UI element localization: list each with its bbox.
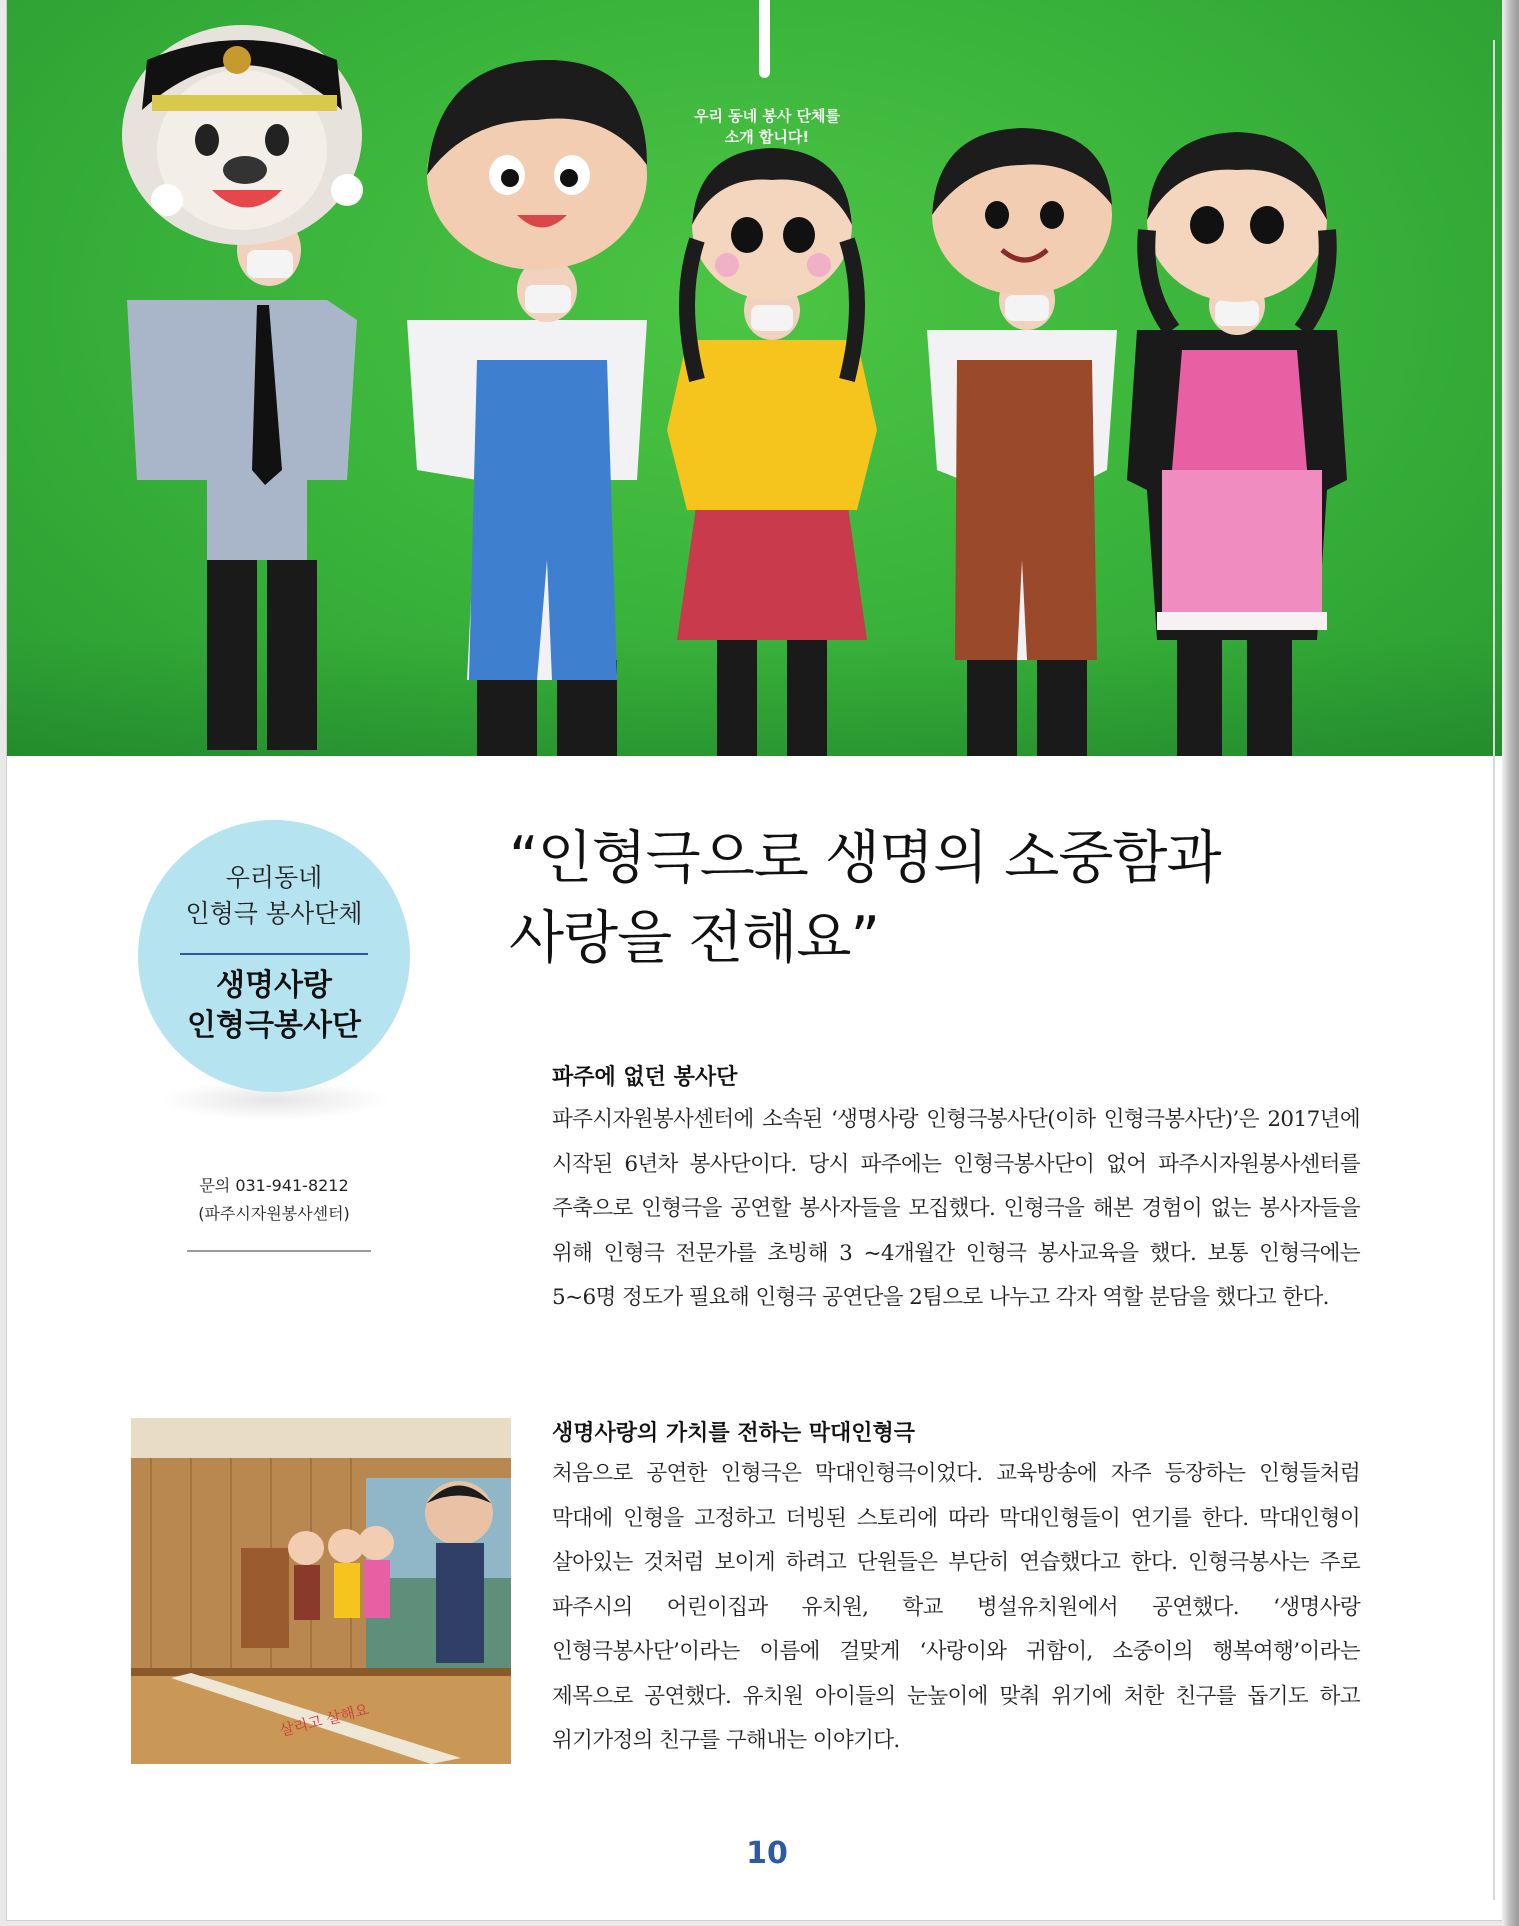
section-body: 처음으로 공연한 인형극은 막대인형극이었다. 교육방송에 자주 등장하는 인형들처럼 막대에 인형을 고정하고 더빙된 스토리에 따라 막대인형들이 연기를 한다. 막대인형이 살아있는 것처럼 보이게 하려고 단원들은 부단히 연습했다고 한다. 인형극봉사는 주로 파주시의 어린이집과 유치원, 학교 병설유치원에서 공연했다. ‘생명사랑 인형극봉사단’이라는 이름에 걸맞게 ‘사랑이와 귀함이, 소중이의 행복여행’이라는 제목으로 공연했다. 유치원 아이들의 눈높이에 맞춰 위기에 처한 친구를 돕기도 하고 위기가정의 친구를 구해내는 이야기다. — [552, 1461, 1360, 1753]
hero-accent-bar — [759, 0, 770, 78]
blue-overalls-mascot — [407, 60, 647, 756]
section-title: 파주에 없던 봉사단 — [552, 1065, 738, 1090]
stage-scene-illustration — [131, 1418, 511, 1764]
stage-performance-photo — [131, 1418, 511, 1764]
page-edge-shadow — [1502, 0, 1519, 1926]
badge-title: 생명사랑 인형극봉사단 — [187, 968, 361, 1043]
yellow-hoodie-mascot — [667, 148, 877, 756]
badge-subtitle: 우리동네 인형극 봉사단체 — [185, 863, 363, 928]
badge-divider — [180, 953, 368, 955]
contact-info — [157, 1172, 391, 1228]
magazine-page — [6, 0, 1503, 1921]
page-number: 10 — [746, 1836, 788, 1871]
pink-apron-mascot — [1127, 132, 1347, 756]
contact-phone: 문의 031-941-8212 — [199, 1176, 349, 1195]
article-headline: “인형극으로 생명의 소중함과 사랑을 전해요” — [509, 825, 1221, 971]
hero-caption: 우리 동네 봉사 단체를 소개 합니다! — [693, 107, 841, 146]
section-body: 파주시자원봉사센터에 소속된 ‘생명사랑 인형극봉사단(이하 인형극봉사단)’은 2017년에 시작된 6년차 봉사단이다. 당시 파주에는 인형극봉사단이 없어 파주시자원봉사센터를 주축으로 인형극을 공연할 봉사자들을 모집했다. 인형극을 해본 경험이 없는 봉사자들을 위해 인형극 전문가를 초빙해 3 ~4개월간 인형극 봉사교육을 했다. 보통 인형극에는 5~6명 정도가 필요해 인형극 공연단을 2팀으로 나누고 각자 역할 분담을 했다고 한다. — [552, 1107, 1360, 1310]
section-title: 생명사랑의 가치를 전하는 막대인형극 — [552, 1421, 916, 1446]
contact-divider — [187, 1250, 371, 1252]
contact-org: (파주시자원봉사센터) — [198, 1204, 350, 1223]
brown-overalls-mascot — [927, 128, 1117, 756]
page-edge-line — [1493, 40, 1495, 1900]
stage-banner-text: 살리고 살해요 — [277, 1700, 371, 1740]
section-badge — [138, 820, 410, 1092]
police-mascot — [122, 25, 363, 750]
hero-photo — [7, 0, 1503, 756]
